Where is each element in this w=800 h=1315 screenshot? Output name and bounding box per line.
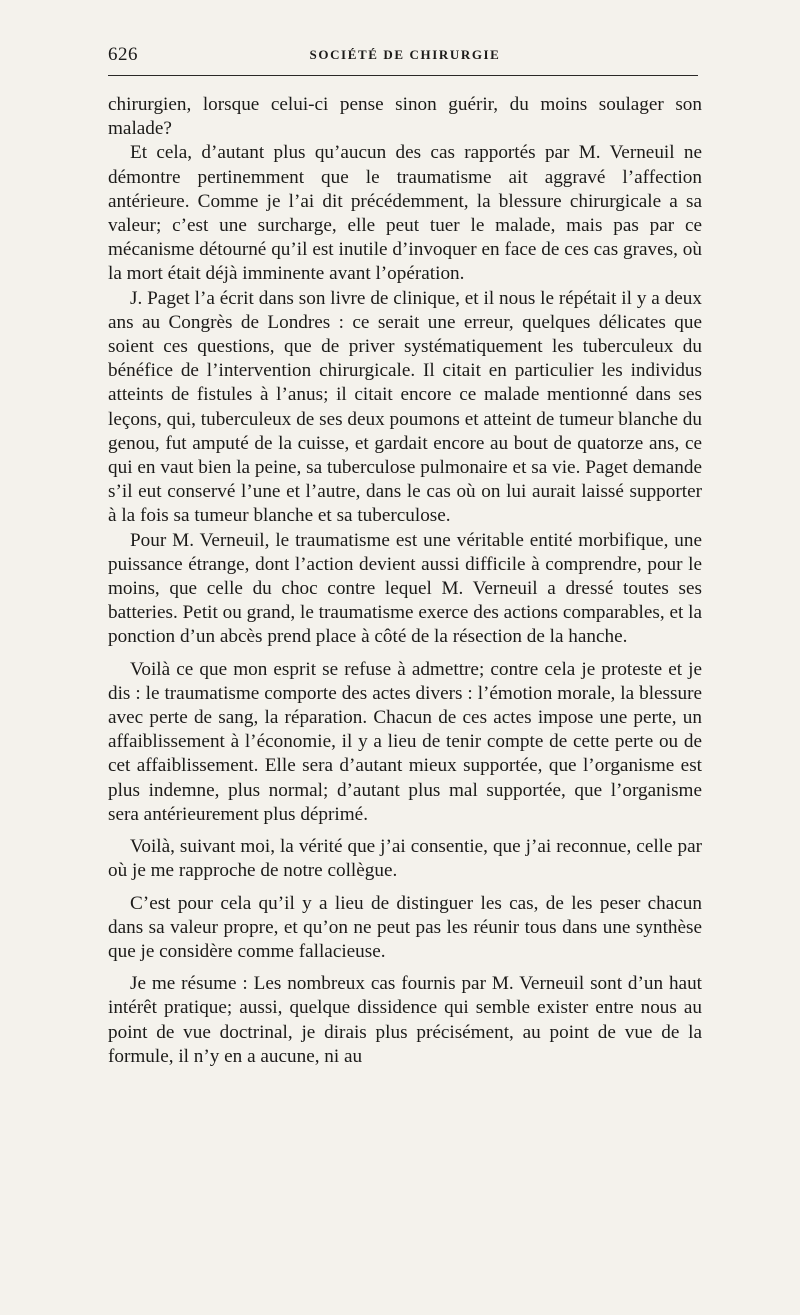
paragraph-7: C’est pour cela qu’il y a lieu de distinguer les cas, de les peser chacun dans sa valeur propre, et qu’on ne peut pas les réunir tous dans une synthèse que je considère comme fallacieuse.	[108, 892, 702, 962]
running-head	[108, 44, 702, 66]
paragraph-4: Pour M. Verneuil, le traumatisme est une véritable entité morbifique, une puissance étrange, dont l’action devient aussi difficile à comprendre, pour le moins, que celle du choc contre lequel M. Verneuil a dressé toutes ses batteries. Petit ou grand, le traumatisme exerce des actions comparables, et la ponction d’un abcès prend place à côté de la résection de la hanche.	[108, 529, 702, 648]
paragraph-6: Voilà, suivant moi, la vérité que j’ai consentie, que j’ai reconnue, celle par où je me rapproche de notre collègue.	[108, 836, 702, 882]
header-rule	[108, 75, 698, 76]
paragraph-5: Voilà ce que mon esprit se refuse à admettre; contre cela je proteste et je dis : le traumatisme comporte des actes divers : l’émotion morale, la blessure avec perte de sang, la réparation. Chacun de ces actes impose une perte, un affaiblissement à l’économie, il y a lieu de tenir compte de cette perte ou de cet affaiblissement. Elle sera d’autant mieux supportée, que l’organisme est plus indemne, plus normal; d’autant plus mal supportée, que l’organisme sera antérieurement plus déprimé.	[108, 658, 702, 825]
paragraph-3: J. Paget l’a écrit dans son livre de clinique, et il nous le répétait il y a deux ans au Congrès de Londres : ce serait une erreur, quelques délicates que soient ces questions, que de priver systématiquement les tuberculeux du bénéfice de l’intervention chirurgicale. Il citait en particulier les individus atteints de fistules à l’anus; il citait encore ce malade mentionné dans ses leçons, qui, tuberculeux de ses deux poumons et atteint de tumeur blanche du genou, fut amputé de la cuisse, et gardait encore au bout de quatorze ans, ce qui en vaut bien la peine, sa tuberculose pulmonaire et sa vie. Paget demande s’il eut conservé l’une et l’autre, dans le cas où on lui aurait laissé supporter à la fois sa tumeur blanche et sa tuberculose.	[108, 287, 702, 527]
running-title: SOCIÉTÉ DE CHIRURGIE	[309, 47, 501, 62]
body-text	[108, 93, 702, 1069]
paragraph-2: Et cela, d’autant plus qu’aucun des cas rapportés par M. Verneuil ne démontre pertinemment que le traumatisme ait aggravé l’affection antérieure. Comme je l’ai dit précédemment, la blessure chirurgicale a sa valeur; c’est une surcharge, elle peut tuer le malade, mais pas par ce mécanisme détourné qu’il est inutile d’invoquer en face de ces cas graves, où la mort était déjà imminente avant l’opération.	[108, 142, 702, 285]
paragraph-8: Je me résume : Les nombreux cas fournis par M. Verneuil sont d’un haut intérêt pratique; aussi, quelque dissidence qui semble exister entre nous au point de vue doctrinal, je dirais plus précisément, au point de vue de la formule, il n’y en a aucune, ni au	[108, 973, 702, 1067]
paragraph-1: chirurgien, lorsque celui-ci pense sinon guérir, du moins soulager son malade?	[108, 94, 702, 140]
page-number: 626	[108, 44, 138, 65]
